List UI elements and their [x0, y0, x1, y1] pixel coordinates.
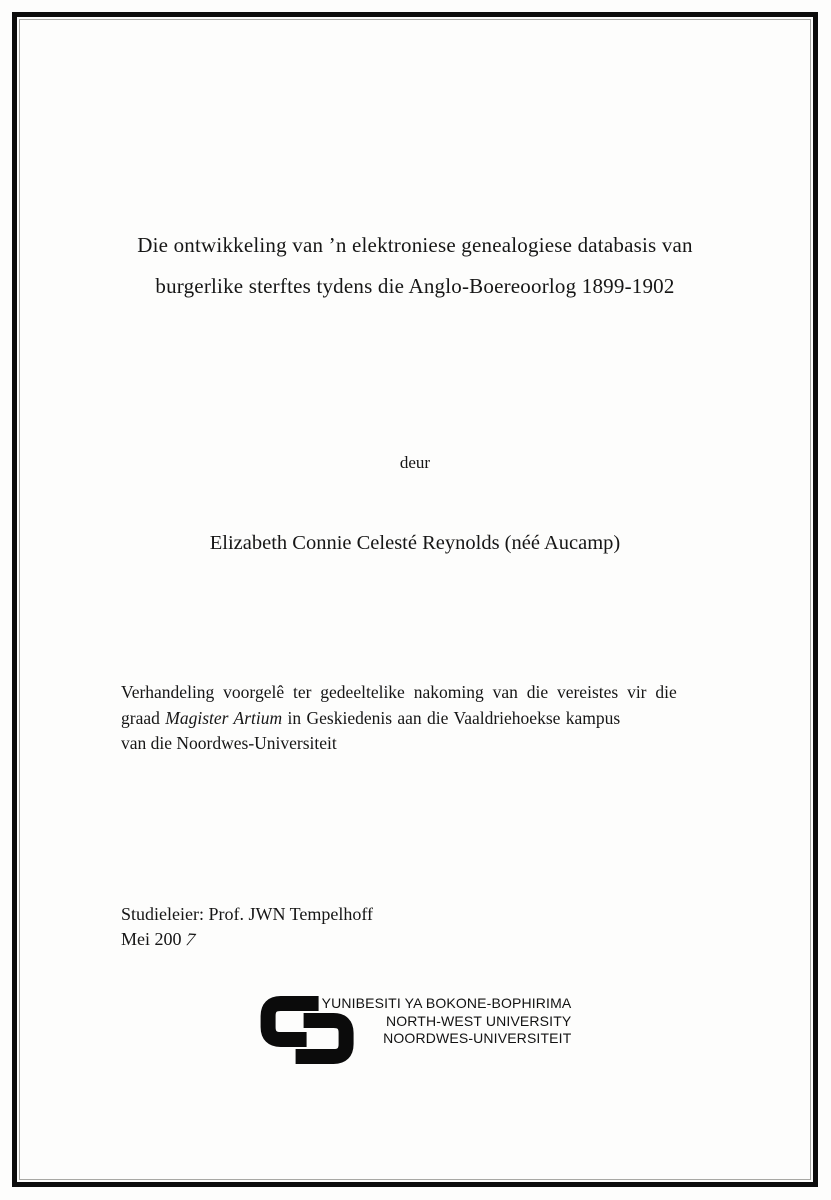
university-logo [259, 991, 572, 1066]
author-name: Elizabeth Connie Celesté Reynolds (néé Aucamp) [209, 532, 621, 554]
university-name-afrikaans: NOORDWES-UNIVERSITEIT [383, 1030, 572, 1046]
date-last-digit: 7 [182, 929, 198, 950]
statement-line2 [121, 706, 747, 732]
supervisor-line: Studieleier: Prof. JWN Tempelhoff [121, 904, 374, 924]
university-name-setswana: YUNIBESITI YA BOKONE-BOPHIRIMA [321, 995, 572, 1011]
statement-line3: van die Noordwes-Universiteit [121, 733, 337, 753]
page-border [12, 12, 818, 1187]
date-prefix: Mei 200 [121, 929, 182, 949]
statement-line2-pre: graad [121, 707, 166, 728]
degree-name: Magister Artium [165, 707, 283, 728]
statement-line2-post: in Geskiedenis aan die Vaaldriehoekse kampus [282, 707, 621, 728]
thesis-title-line1: Die ontwikkeling van ’n elektroniese genealogiese databasis van [137, 233, 693, 257]
statement-line1: Verhandeling voorgelê ter gedeeltelike nakoming van die vereistes vir die [121, 682, 677, 702]
byline: deur [399, 453, 431, 472]
submission-statement [121, 680, 747, 757]
date-line [121, 927, 373, 952]
credits-block [121, 902, 373, 952]
university-name-english: NORTH-WEST UNIVERSITY [385, 1012, 572, 1029]
thesis-title-line2: burgerlike sterftes tydens die Anglo-Boereoorlog 1899-1902 [155, 274, 675, 298]
thesis-title [77, 225, 753, 307]
university-logo-text [322, 995, 572, 1048]
